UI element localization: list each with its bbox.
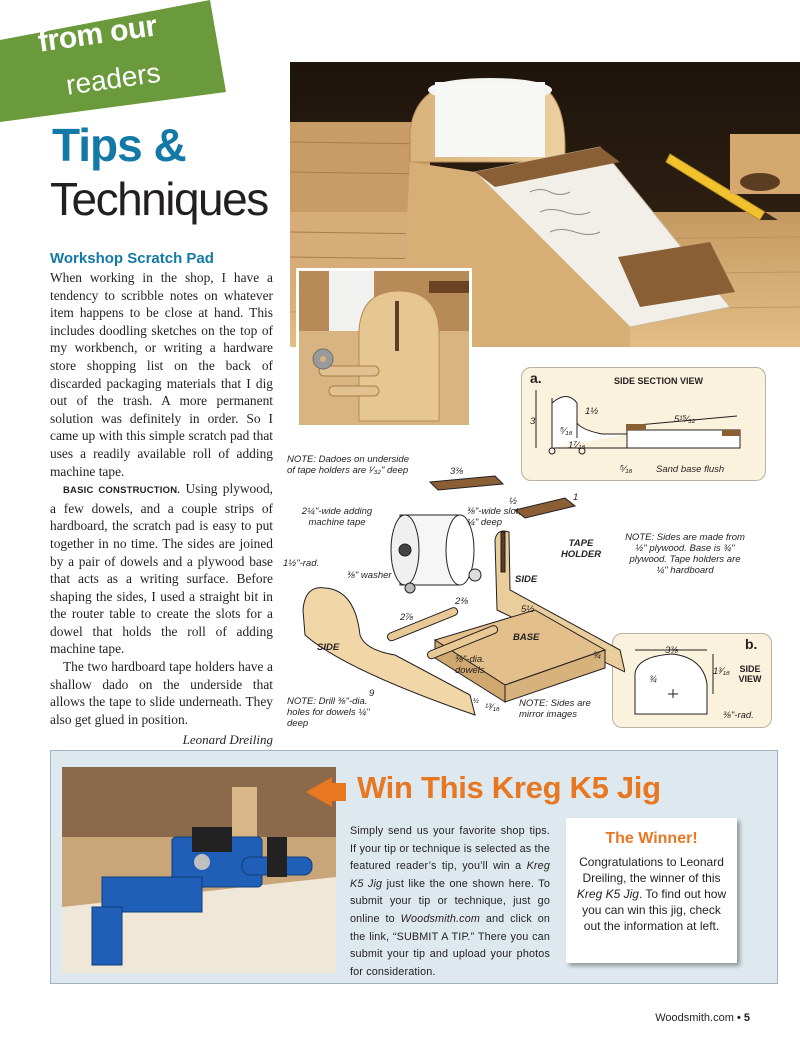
dim-9: 9: [369, 688, 375, 699]
note-dadoes: NOTE: Dadoes on underside of tape holders are ¹⁄₃₂" deep: [287, 454, 409, 476]
tape-wide-label: 2¼"-wide adding machine tape: [301, 506, 373, 528]
dim-3-4: ¾: [649, 674, 657, 685]
dim-13-16: ¹³⁄₁₆: [485, 702, 500, 713]
contest-body-part-2: just like the one shown here. To submit your tip or technique, just go online to: [350, 877, 550, 925]
dim-1: 1: [573, 492, 579, 503]
sand-base-note: Sand base flush: [656, 464, 725, 475]
note-drill: NOTE: Drill ⅜"-dia. holes for dowels ¼" deep: [287, 696, 370, 729]
page-footer: [655, 1012, 750, 1024]
contest-body-part-3: and click on the link, “SUBMIT A TIP.” There you can submit your tip and upload your photos for consideration.: [350, 912, 551, 978]
detail-b-letter: b.: [745, 636, 758, 652]
contest-box: [50, 750, 778, 984]
contest-arrow-icon: [306, 777, 346, 807]
detail-b-side-view: [612, 633, 772, 728]
contest-title: Win This Kreg K5 Jig: [357, 770, 661, 805]
base-label: BASE: [513, 632, 540, 643]
detail-a-title: SIDE SECTION VIEW: [614, 376, 704, 386]
run-in-head: BASIC CONSTRUCTION.: [63, 485, 181, 497]
dowels-label: ⅜"-dia. dowels: [455, 654, 485, 676]
footer-site: Woodsmith.com: [655, 1012, 734, 1024]
article-paragraph-2-text: Using plywood, a few dowels, and a couple strips of hardboard, the scratch pad is easy to put together in no time. The sides are joined by a pair of dowels and a plywood base that acts as a writing surface. Before shaping the sides, I used a straight bit in the router table to create the slots for a dowel that holds the roll of adding machine tape.: [50, 481, 273, 657]
exploded-view-diagram: [285, 440, 625, 750]
kreg-jig-photo: [62, 767, 336, 973]
dim-5-16-b: ⁵⁄₁₆: [620, 464, 633, 475]
winner-text-part-1: Congratulations to Leonard Dreiling, the winner of this: [579, 855, 724, 885]
winner-text-part-2: . To find out how you can win this jig, check out the information at left.: [582, 887, 727, 933]
page-number: 5: [743, 1012, 750, 1024]
note-sides: NOTE: Sides are made from ½" plywood. Base is ¾" plywood. Tape holders are ¼" hardboard: [625, 532, 745, 576]
article-paragraph-2: [50, 480, 273, 658]
dim-1-3-16: 1³⁄₁₆: [713, 666, 730, 677]
article-subhead: Workshop Scratch Pad: [50, 250, 214, 267]
dim-5-half: 5½: [521, 604, 535, 615]
detail-b-title: SIDE VIEW: [738, 664, 762, 684]
washer-label: ⅜" washer: [347, 570, 392, 581]
winner-text-em: Kreg K5 Jig: [576, 887, 639, 901]
dim-5-16: ⁵⁄₁₆: [560, 426, 573, 437]
winner-text: [574, 854, 729, 934]
dim-1-half: 1½: [585, 406, 599, 417]
page-title-line-1: Tips &: [52, 119, 186, 171]
side-label-left: SIDE: [317, 642, 340, 653]
dim-3-3-8: 3⅜: [665, 645, 679, 656]
article: [50, 250, 273, 767]
dim-5-15-32: 5¹⁵⁄₃₂: [674, 414, 696, 425]
page-title-line-2: Techniques: [50, 173, 268, 225]
note-mirror: NOTE: Sides are mirror images: [519, 698, 591, 720]
radius-label: 1½"-rad.: [283, 558, 320, 569]
tape-holder-label: TAPE HOLDER: [560, 538, 602, 560]
slot-label: ⅜"-wide slot, ¼" deep: [467, 506, 522, 528]
dim-half-2: ½: [473, 698, 479, 705]
footer-bullet: •: [736, 1012, 741, 1024]
author-name: Leonard Dreiling: [182, 732, 273, 748]
dim-3-4: ¾: [593, 650, 601, 661]
contest-body-part-1: Simply send us your favorite shop tips. If your tip or technique is selected as the featured reader’s tip, you’ll win a: [350, 825, 550, 873]
dim-half: ½: [509, 496, 517, 507]
dim-2-3-8: 2⅜: [455, 596, 469, 607]
article-body: [50, 269, 273, 728]
dim-1-7-16: 1⁷⁄₁₆: [568, 440, 586, 451]
detail-a-letter: a.: [530, 370, 542, 386]
side-label-right: SIDE: [515, 574, 538, 585]
winner-box: [566, 818, 737, 963]
article-paragraph-1: When working in the shop, I have a tendency to scribble notes on whatever item happens to be close at hand. This includes doodling sketches on the top of my workbench, or writing a hardware store shopping list on the back of discarded packaging materials that I dig out of the trash. A more permanent solution was definitely in order. So I came up with this simple scratch pad that uses a readily available roll of adding machine tape.: [50, 270, 273, 479]
contest-body-em-2: Woodsmith.com: [400, 912, 481, 925]
dim-2-7-8: 2⅞: [400, 612, 414, 623]
side-view-inset-photo: [296, 268, 472, 428]
from-our-readers-banner: [0, 0, 232, 120]
dim-3-3-8: 3⅜: [450, 466, 464, 477]
contest-body-em-1: Kreg K5 Jig: [350, 860, 550, 890]
dim-3: 3: [530, 416, 536, 427]
article-paragraph-3: The two hardboard tape holders have a shallow dado on the underside that allows the tape to slide underneath. They also get glued in position.: [50, 659, 273, 727]
banner-line-1: from our: [36, 9, 159, 59]
contest-body: [350, 823, 550, 981]
detail-b-radius: ⅜"-rad.: [723, 710, 754, 721]
winner-title: The Winner!: [605, 830, 698, 847]
banner-line-2: readers: [64, 56, 163, 101]
